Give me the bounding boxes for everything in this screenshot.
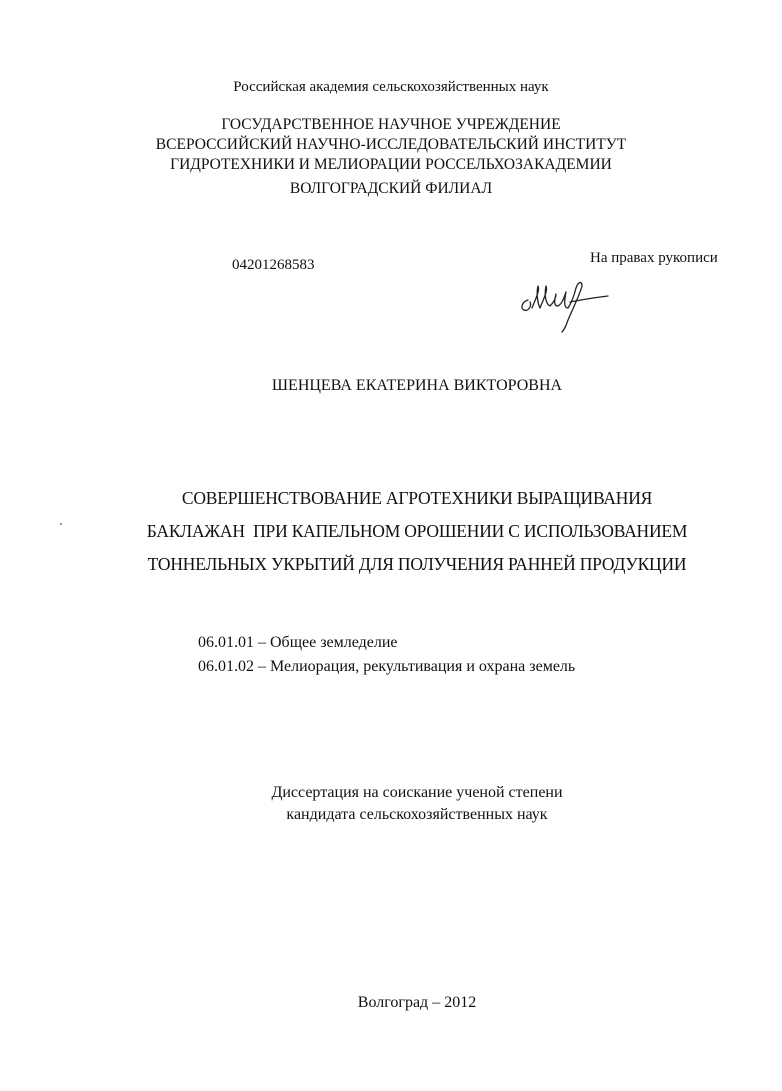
degree-statement <box>0 782 782 826</box>
title-line: ТОННЕЛЬНЫХ УКРЫТИЙ ДЛЯ ПОЛУЧЕНИЯ РАННЕЙ ПРОДУКЦИИ <box>147 554 687 574</box>
title-line: БАКЛАЖАН ПРИ КАПЕЛЬНОМ ОРОШЕНИИ С ИСПОЛЬЗОВАНИЕМ <box>146 521 688 541</box>
institution-line: ГОСУДАРСТВЕННОЕ НАУЧНОЕ УЧРЕЖДЕНИЕ <box>221 116 561 133</box>
title-line: СОВЕРШЕНСТВОВАНИЕ АГРОТЕХНИКИ ВЫРАЩИВАНИЯ <box>181 488 653 508</box>
degree-line: Диссертация на соискание ученой степени <box>271 784 563 801</box>
institution-name <box>0 115 782 175</box>
city-year: Волгоград – 2012 <box>357 994 477 1011</box>
manuscript-rights-label: На правах рукописи <box>590 250 718 266</box>
signature <box>510 272 620 334</box>
institution-line: ВСЕРОССИЙСКИЙ НАУЧНО-ИССЛЕДОВАТЕЛЬСКИЙ ИНСТИТУТ <box>155 136 627 153</box>
registration-code: 04201268583 <box>232 257 315 273</box>
branch-name: ВОЛГОГРАДСКИЙ ФИЛИАЛ <box>289 180 493 197</box>
scan-speck <box>60 523 62 525</box>
specialty-item: 06.01.01 – Общее земледелие <box>198 634 398 651</box>
academy-name: Российская академия сельскохозяйственных наук <box>233 79 549 95</box>
specialty-item: 06.01.02 – Мелиорация, рекультивация и охрана земель <box>198 658 576 675</box>
degree-line: кандидата сельскохозяйственных наук <box>286 806 548 823</box>
author-name: ШЕНЦЕВА ЕКАТЕРИНА ВИКТОРОВНА <box>271 377 563 394</box>
institution-line: ГИДРОТЕХНИКИ И МЕЛИОРАЦИИ РОССЕЛЬХОЗАКАДЕМИИ <box>170 156 612 173</box>
dissertation-title <box>0 482 782 581</box>
